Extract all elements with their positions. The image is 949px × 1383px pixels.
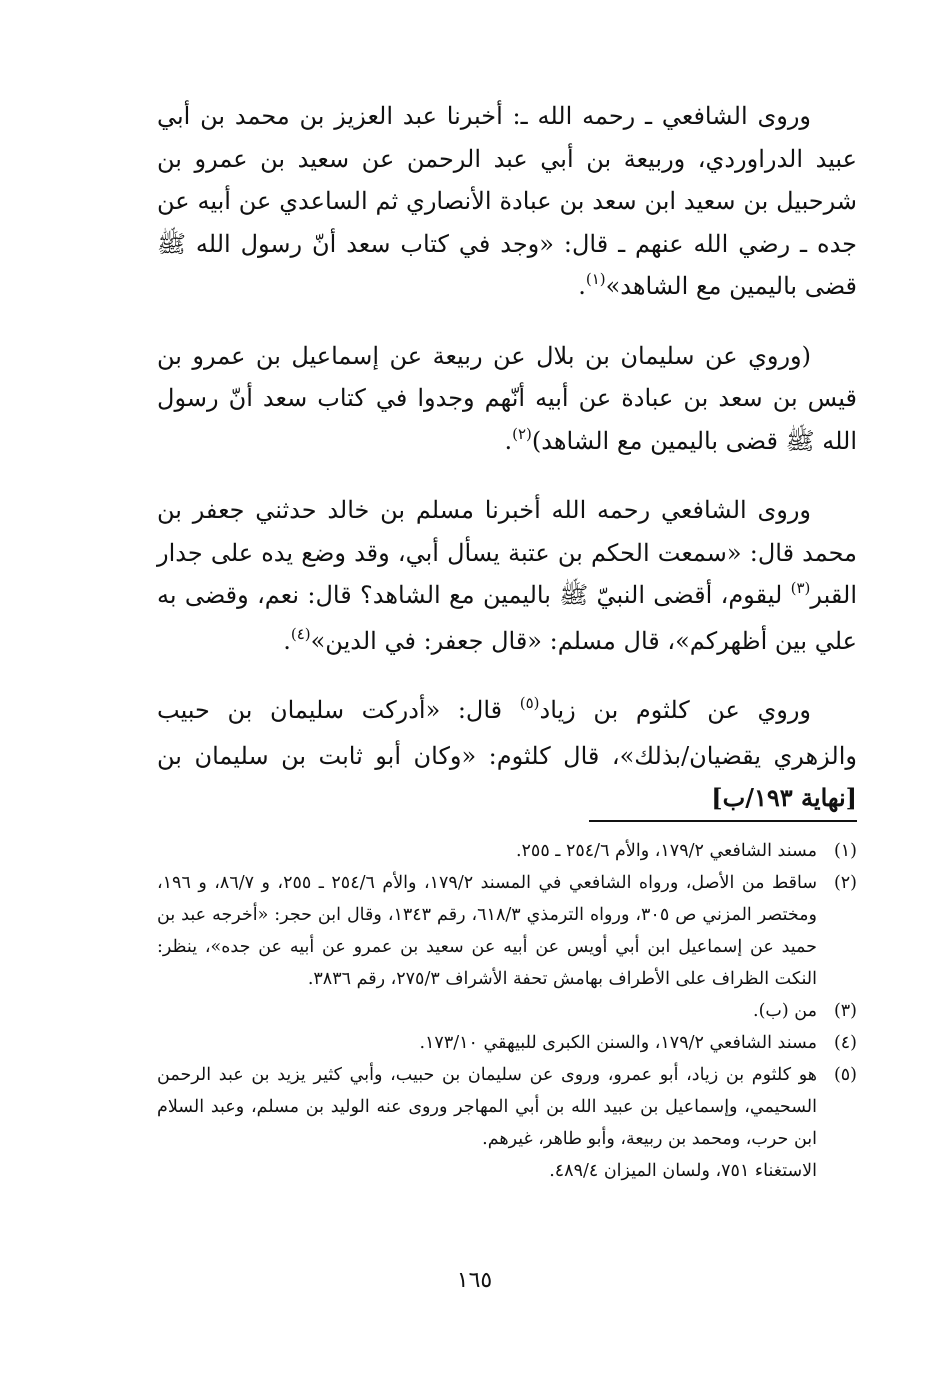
footnote-number: (٢) — [833, 873, 857, 893]
paragraph-4 — [157, 689, 857, 820]
footnote-ref-4[interactable]: (٤) — [290, 624, 311, 643]
paragraph-text: وروي عن كلثوم بن زياد — [539, 696, 811, 724]
paragraph-2 — [157, 335, 857, 466]
paragraph-text: (وروي عن سليمان بن بلال عن ربيعة عن إسماعيل بن عمرو بن قيس بن سعد بن عبادة عن أبيه أنّهم وجدوا في كتاب سعد أنّ رسول الله ﷺ قضى باليمين مع الشاهد) — [157, 341, 857, 455]
footnote-ref-3[interactable]: (٣) — [790, 579, 811, 597]
main-text — [157, 95, 857, 820]
footnote-text: ساقط من الأصل، ورواه الشافعي في المسند ١٧٩/٢، والأم ٢٥٤/٦ ـ ٢٥٥، و ٨٦/٧، و ١٩٦، ومختصر المزني ص ٣٠٥، ورواه الترمذي ٦١٨/٣، رقم ١٣٤٣، وقال ابن حجر: «أخرجه عبد بن حميد عن إسماعيل ابن أبي أويس عن أبيه عن سعيد بن عمرو عن أبيه عن جده»، ينظر: النكت الظراف على الأطراف بهامش تحفة الأشراف ٢٧٥/٣، رقم ٣٨٣٦. — [157, 873, 817, 989]
footnote-text: هو كلثوم بن زياد، أبو عمرو، وروى عن سليمان بن حبيب، وأبي كثير يزيد بن عبد الرحمن السحيمي، وإسماعيل بن عبيد الله بن أبي المهاجر وروى عنه الوليد بن مسلم، وعبد السلام ابن حرب، ومحمد بن ربيعة، وأبو طاهر، غيرهم. — [157, 1065, 817, 1149]
footnote-3 — [157, 995, 857, 1027]
footnote-text: مسند الشافعي ١٧٩/٢، والأم ٢٥٤/٦ ـ ٢٥٥. — [515, 841, 817, 861]
footnote-1 — [157, 835, 857, 867]
footnotes — [157, 835, 857, 1187]
footnote-4 — [157, 1027, 857, 1059]
footnote-number: (٥) — [833, 1065, 857, 1085]
footnote-number: (٤) — [833, 1033, 857, 1053]
footnote-ref-5[interactable]: (٥) — [519, 694, 540, 712]
footnote-separator — [589, 820, 857, 822]
paragraph-end: . — [283, 626, 291, 655]
paragraph-text: وروى الشافعي رحمه الله أخبرنا مسلم بن خالد حدثني جعفر بن محمد قال: «سمعت الحكم بن عتبة يسأل أبي، وقد وضع يده على جدار القبر — [157, 496, 857, 609]
footnote-text: مسند الشافعي ١٧٩/٢، والسنن الكبرى للبيهقي ١٧٣/١٠. — [419, 1033, 817, 1053]
footnote-5-continuation: الاستغناء ٧٥١، ولسان الميزان ٤٨٩/٤. — [549, 1161, 817, 1181]
footnote-number: (٣) — [833, 1001, 857, 1021]
paragraph-text: قال: «أدركت سليمان بن حبيب والزهري يقضيان/بذلك»، قال كلثوم: «وكان أبو ثابت بن سليمان بن — [157, 696, 857, 770]
paragraph-end: . — [504, 426, 513, 455]
paragraph-text: ليقوم، أقضى النبيّ ﷺ باليمين مع الشاهد؟ قال: نعم، وقضى به علي بين أظهركم»، قال مسلم: «قال جعفر: في الدين» — [157, 581, 857, 655]
footnote-5 — [157, 1059, 857, 1155]
footnote-text: من (ب). — [753, 1001, 817, 1021]
page-number: ١٦٥ — [456, 1268, 493, 1293]
paragraph-text: وروى الشافعي ـ رحمه الله ـ: أخبرنا عبد العزيز بن محمد بن أبي عبيد الدراوردي، وربيعة بن أبي عبد الرحمن عن سعيد بن عمرو بن شرحبيل بن سعيد ابن سعد بن عبادة الأنصاري ثم الساعدي عن أبيه عن جده ـ رضي الله عنهم ـ قال: «وجد في كتاب سعد أنّ رسول الله ﷺ قضى باليمين مع الشاهد» — [157, 102, 857, 300]
footnote-2 — [157, 867, 857, 995]
paragraph-3 — [157, 489, 857, 665]
footnote-ref-1[interactable]: (١) — [585, 270, 606, 288]
footnote-ref-2[interactable]: (٢) — [512, 424, 532, 443]
manuscript-page-marker: [نهاية ١٩٣/ب] — [711, 783, 857, 812]
paragraph-end: . — [578, 272, 586, 300]
paragraph-1 — [157, 95, 857, 311]
footnote-number: (١) — [833, 841, 857, 861]
